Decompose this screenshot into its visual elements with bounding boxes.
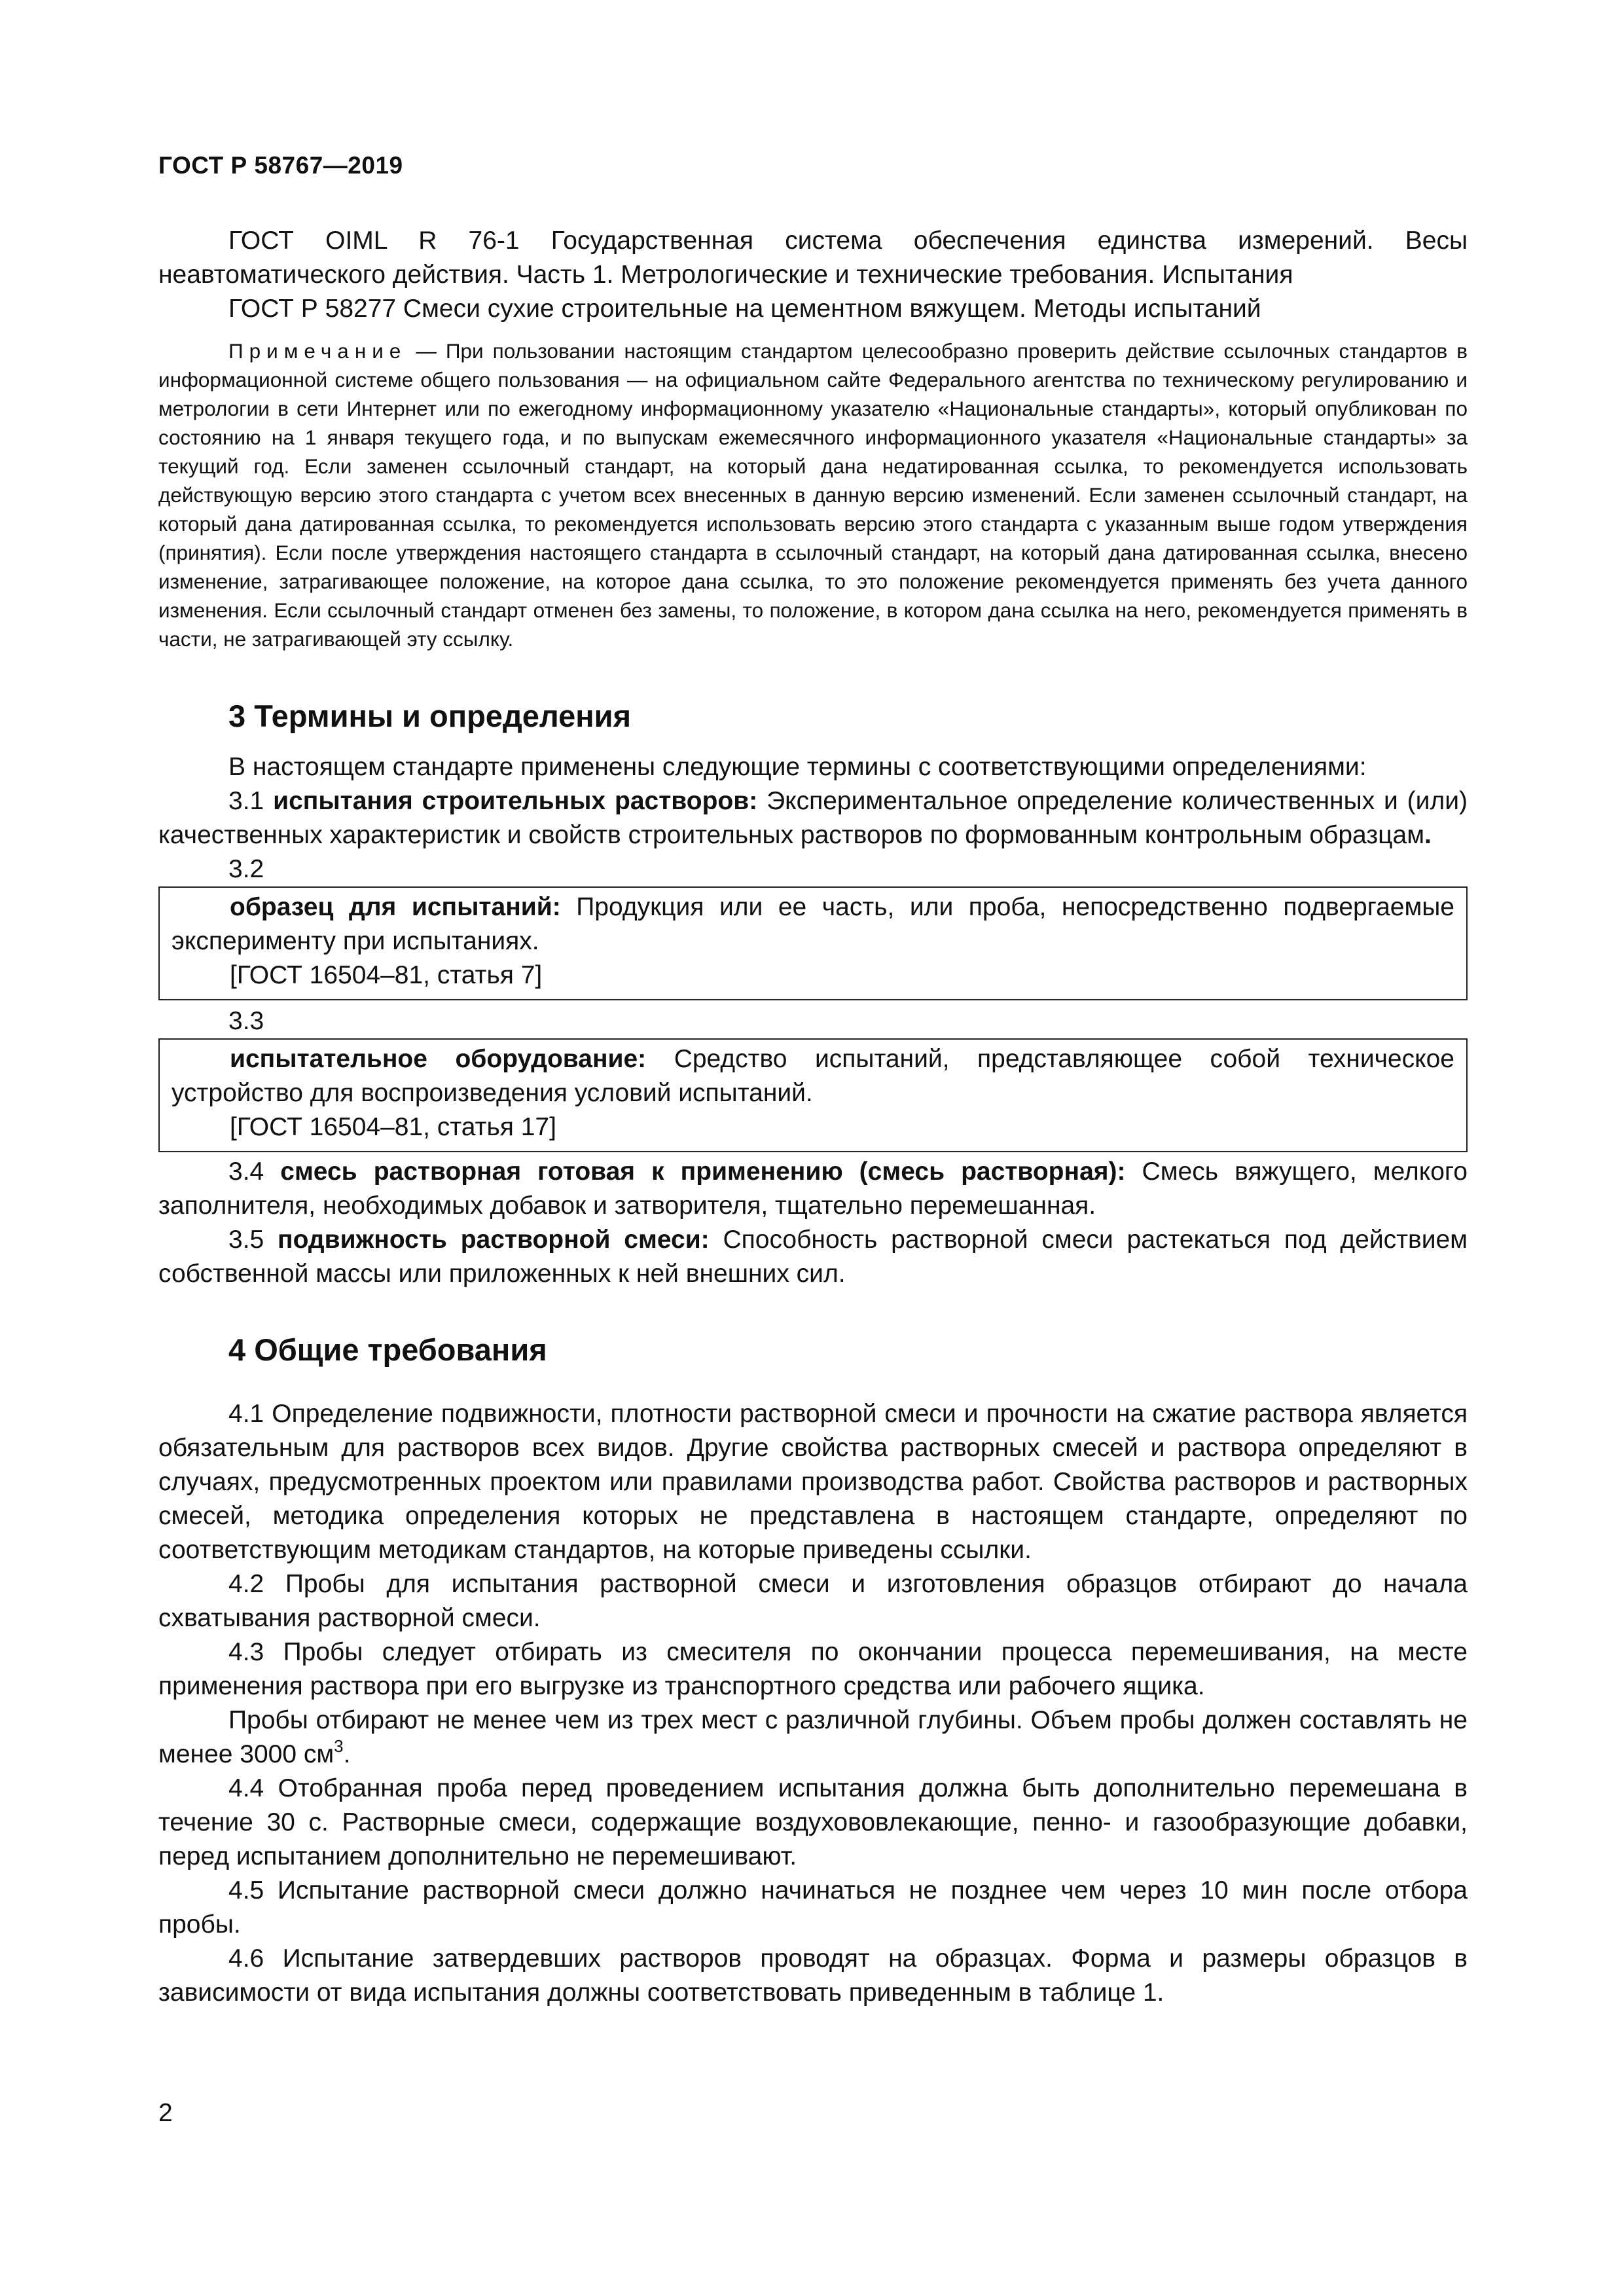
term-name: испытания строительных растворов:: [273, 787, 758, 815]
term-number: 3.5: [228, 1226, 278, 1254]
superscript: 3: [334, 1736, 344, 1756]
page-content: [158, 224, 1468, 2010]
term-definition: Продукция или ее часть, или проба, непосредственно подвергаемые эксперименту при испытаниях.: [171, 893, 1454, 955]
term-3-2: [171, 890, 1454, 958]
normative-reference: ГОСТ OIML R 76-1 Государственная система обеспечения единства измерений. Весы неавтоматического действия. Часть 1. Метрологические и технические требования. Испытания: [158, 227, 1468, 289]
term-3-3-box: [158, 1038, 1468, 1152]
clause-4-3-volume: [158, 1704, 1468, 1772]
term-3-1: [158, 784, 1468, 852]
term-name: смесь растворная готовая к применению (смесь растворная):: [280, 1157, 1126, 1186]
term-name: подвижность растворной смеси:: [278, 1226, 710, 1254]
term-3-2-box: [158, 886, 1468, 1000]
clause-text: Пробы отбирают не менее чем из трех мест с различной глубины. Объем пробы должен составлять не менее 3000 см: [158, 1706, 1468, 1768]
term-3-2-number: 3.2: [228, 855, 264, 883]
note-text: — При пользовании настоящим стандартом целесообразно проверить действие ссылочных стандартов в информационной системе общего пользования — на официальном сайте Федерального агентства по техническому регулированию и метрологии в сети Интернет или по ежегодному информационному указателю «Национальные стандарты», который опубликован по состоянию на 1 января текущего года, и по выпускам ежемесячного информационного указателя «Национальные стандарты» за текущий год. Если заменен ссылочный стандарт, на который дана недатированная ссылка, то рекомендуется использовать действующую версию этого стандарта с учетом всех внесенных в данную версию изменений. Если заменен ссылочный стандарт, на который дана датированная ссылка, то рекомендуется использовать версию этого стандарта с указанным выше годом утверждения (принятия). Если после утверждения настоящего стандарта в ссылочный стандарт, на который дана датированная ссылка, внесено изменение, затрагивающее положение, на которое дана ссылка, то это положение рекомендуется применять без учета данного изменения. Если ссылочный стандарт отменен без замены, то положение, в котором дана ссылка на него, рекомендуется применять в части, не затрагивающей эту ссылку.: [158, 339, 1468, 651]
term-source: [ГОСТ 16504–81, статья 7]: [230, 961, 543, 989]
clause-4-5: 4.5 Испытание растворной смеси должно начинаться не позднее чем через 10 мин после отбора пробы.: [158, 1876, 1468, 1939]
document-header: ГОСТ Р 58767—2019: [158, 152, 403, 179]
term-3-4: [158, 1155, 1468, 1223]
note-paragraph: [158, 337, 1468, 653]
term-name: испытательное оборудование:: [230, 1045, 647, 1073]
term-name: образец для испытаний:: [230, 893, 561, 921]
section-3-title: 3 Термины и определения: [228, 699, 631, 733]
note-label: Примечание: [228, 339, 407, 363]
term-3-3-number: 3.3: [228, 1007, 264, 1035]
clause-4-6: 4.6 Испытание затвердевших растворов проводят на образцах. Форма и размеры образцов в зависимости от вида испытания должны соответствовать приведенным в таблице 1.: [158, 1944, 1468, 2007]
term-source: [ГОСТ 16504–81, статья 17]: [230, 1113, 556, 1141]
clause-4-3: 4.3 Пробы следует отбирать из смесителя по окончании процесса перемешивания, на месте применения раствора при его выгрузке из транспортного средства или рабочего ящика.: [158, 1638, 1468, 1700]
clause-4-1: 4.1 Определение подвижности, плотности растворной смеси и прочности на сжатие раствора является обязательным для растворов всех видов. Другие свойства растворных смесей и раствора определяют в случаях, предусмотренных проектом или правилами производства работ. Свойства растворов и растворных смесей, методика определения которых не представлена в настоящем стандарте, определяют по соответствующим методикам стандартов, на которые приведены ссылки.: [158, 1400, 1468, 1564]
normative-reference: ГОСТ Р 58277 Смеси сухие строительные на цементном вяжущем. Методы испытаний: [228, 295, 1261, 323]
term-3-3: [171, 1042, 1454, 1110]
clause-end: .: [343, 1740, 351, 1768]
term-3-5: [158, 1223, 1468, 1291]
term-definition: Средство испытаний, представляющее собой техническое устройство для воспроизведения условий испытаний.: [171, 1045, 1454, 1107]
page-number: 2: [158, 2099, 173, 2127]
term-definition: Смесь вяжущего, мелкого заполнителя, необходимых добавок и затворителя, тщательно перемешанная.: [158, 1157, 1468, 1220]
term-number: 3.4: [228, 1157, 281, 1186]
clause-4-4: 4.4 Отобранная проба перед проведением испытания должна быть дополнительно перемешана в течение 30 с. Растворные смеси, содержащие воздухововлекающие, пенно- и газообразующие добавки, перед испытанием дополнительно не перемешивают.: [158, 1774, 1468, 1870]
section-3-intro: В настоящем стандарте применены следующие термины с соответствующими определениями:: [228, 753, 1367, 781]
clause-4-2: 4.2 Пробы для испытания растворной смеси и изготовления образцов отбирают до начала схватывания растворной смеси.: [158, 1570, 1468, 1632]
term-end: .: [1424, 821, 1432, 849]
term-number: 3.1: [228, 787, 274, 815]
section-4-title: 4 Общие требования: [228, 1332, 547, 1367]
term-definition: Способность растворной смеси растекаться под действием собственной массы или приложенных к ней внешних сил.: [158, 1226, 1468, 1288]
term-definition: Экспериментальное определение количественных и (или) качественных характеристик и свойств строительных растворов по формованным контрольным образцам: [158, 787, 1468, 849]
